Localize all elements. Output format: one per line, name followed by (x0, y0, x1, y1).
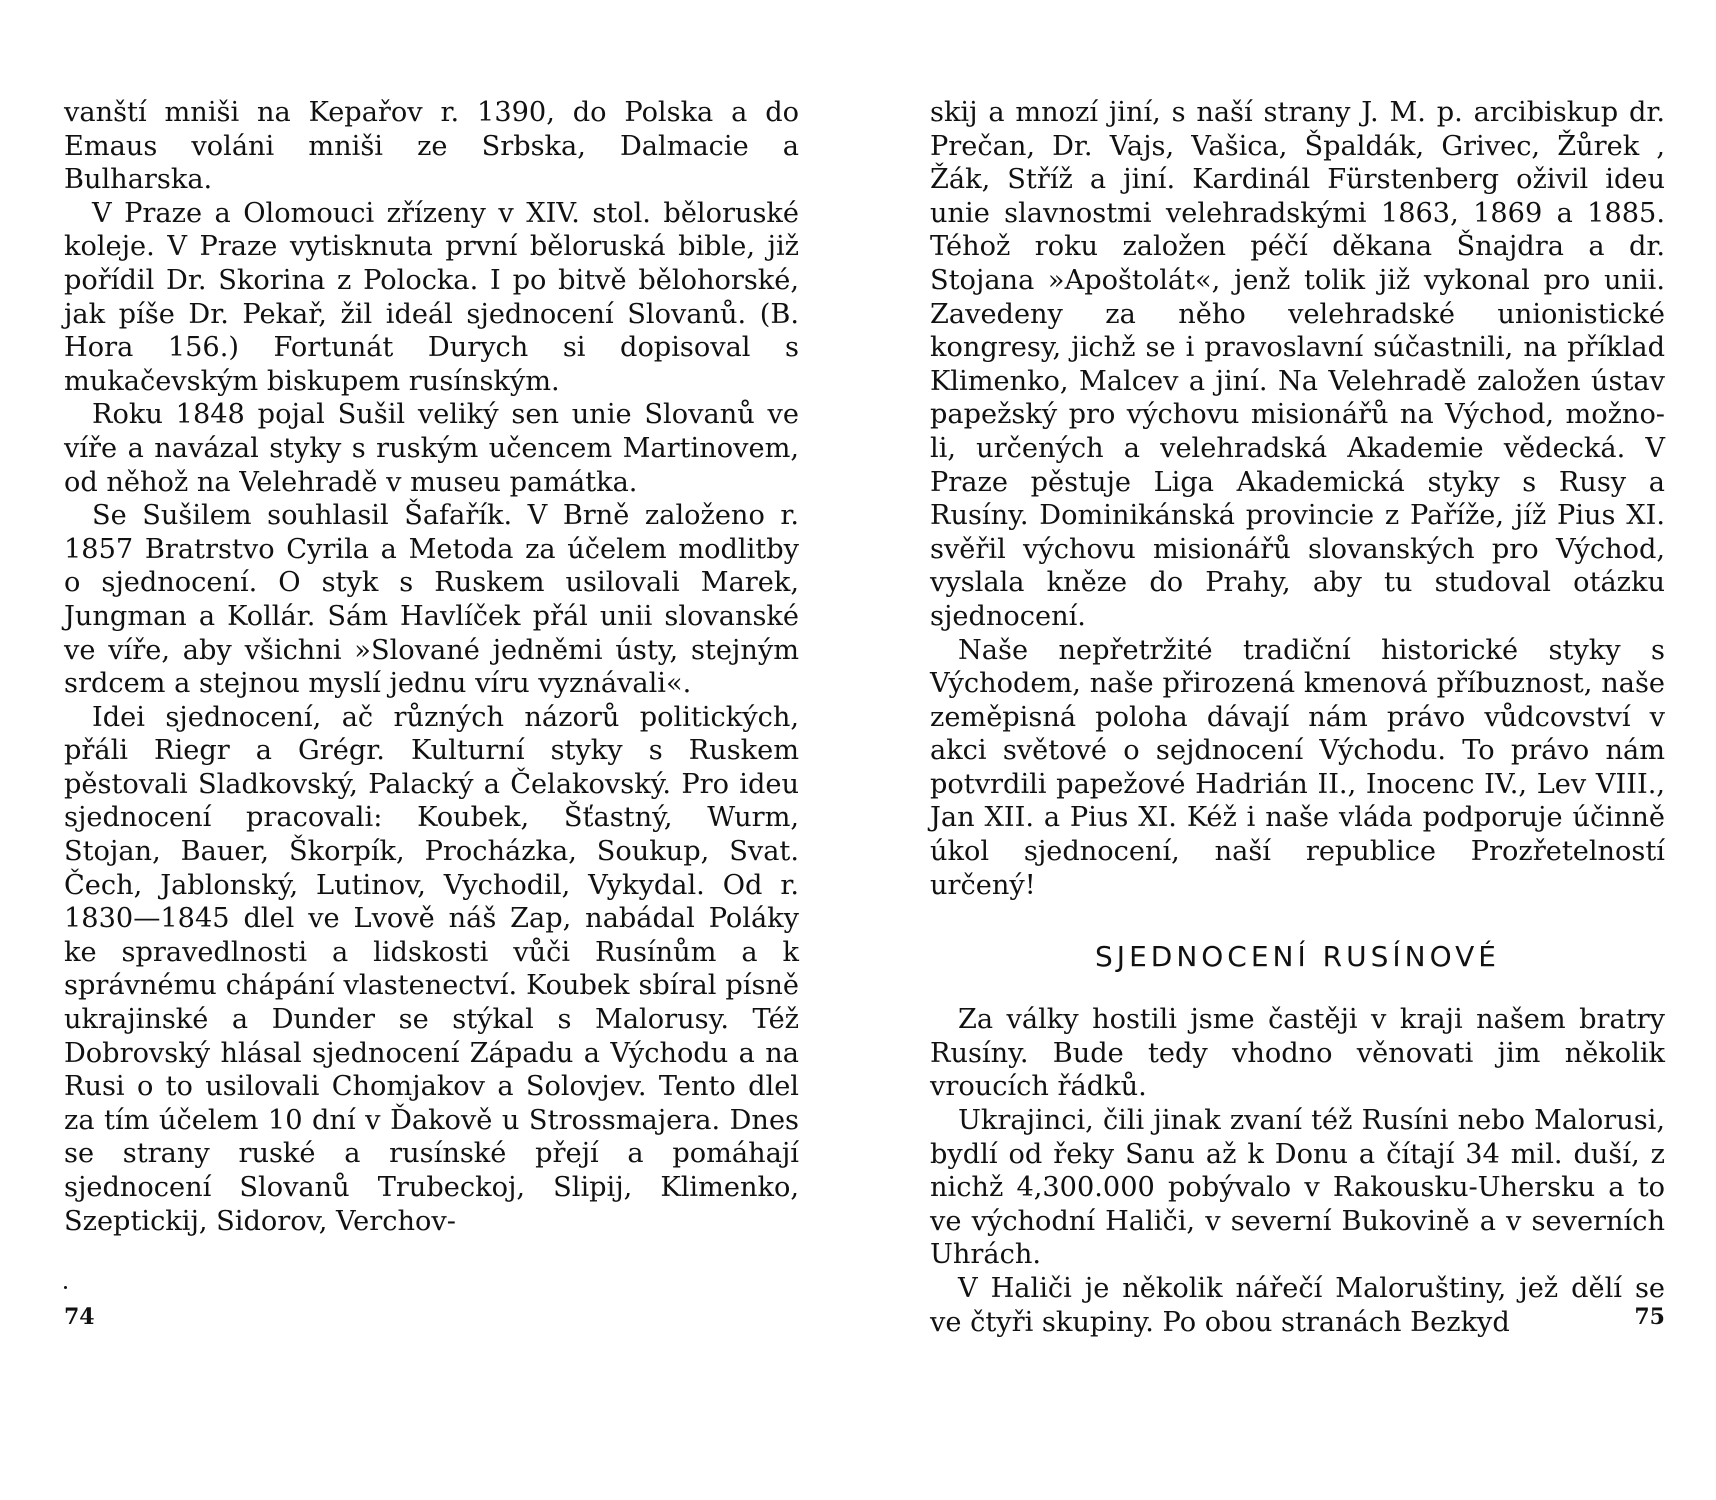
right-page-section-text (930, 1003, 1665, 1339)
paragraph: V Praze a Olomouci zřízeny v XIV. stol. běloruské koleje. V Praze vytisknuta první běloruská bible, již pořídil Dr. Skorina z Polocka. I po bitvě bělohorské, jak píše Dr. Pekař, žil ideál sjednocení Slovanů. (B. Hora 156.) Fortunát Durych si dopisoval s mukačevským biskupem rusínským. (64, 197, 799, 397)
page-number: 75 (1634, 1304, 1665, 1330)
left-page-text (64, 96, 799, 1238)
paragraph: Idei sjednocení, ač různých názorů politických, přáli Riegr a Grégr. Kulturní styky s Ruskem pěstovali Sladkovský, Palacký a Čelakovský. Pro ideu sjednocení pracovali: Koubek, Šťastný, Wurm, Stojan, Bauer, Škorpík, Procházka, Soukup, Svat. Čech, Jablonský, Lutinov, Vychodil, Vykydal. Od r. 1830—1845 dlel ve Lvově náš Zap, nabádal Poláky ke spravedlnosti a lidskosti vůči Rusínům a k správnému chápání vlastenectví. Koubek sbíral písně ukrajinské a Dunder se stýkal s Malorusy. Též Dobrovský hlásal sjednocení Západu a Východu a na Rusi o to usilovali Chomjakov a Solovjev. Tento dlel za tím účelem 10 dní v Ďakově u Strossmajera. Dnes se strany ruské a rusínské přejí a pomáhají sjednocení Slovanů Trubeckoj, Slipij, Klimenko, Szeptickij, Sidorov, Verchov- (64, 701, 799, 1237)
page-number: 74 (64, 1304, 95, 1330)
left-page (64, 96, 799, 1476)
right-page-text (930, 96, 1665, 902)
paragraph: Se Sušilem souhlasil Šafařík. V Brně založeno r. 1857 Bratrstvo Cyrila a Metoda za účelem modlitby o sjednocení. O styk s Ruskem usilovali Marek, Jungman a Kollár. Sám Havlíček přál unii slovanské ve víře, aby všichni »Slované jedněmi ústy, stejným srdcem a stejnou myslí jednu víru vyznávali«. (64, 500, 799, 700)
section-heading: SJEDNOCENÍ RUSÍNOVÉ (1095, 940, 1500, 974)
paragraph: vanští mniši na Kepařov r. 1390, do Polska a do Emaus voláni mniši ze Srbska, Dalmacie a Bulharska. (64, 97, 799, 196)
print-speck (64, 1286, 67, 1289)
paragraph: V Haliči je několik nářečí Maloruštiny, jež dělí se ve čtyři skupiny. Po obou stranách Bezkyd (930, 1273, 1665, 1338)
paragraph: Za války hostili jsme častěji v kraji našem bratry Rusíny. Bude tedy vhodno věnovati jim několik vroucích řádků. (930, 1004, 1665, 1103)
paragraph: Ukrajinci, čili jinak zvaní též Rusíni nebo Malorusi, bydlí od řeky Sanu až k Donu a čítají 34 mil. duší, z nichž 4,300.000 pobývalo v Rakousku-Uhersku a to ve východní Haliči, v severní Bukovině a v severních Uhrách. (930, 1105, 1665, 1271)
paragraph: skij a mnozí jiní, s naší strany J. M. p. arcibiskup dr. Prečan, Dr. Vajs, Vašica, Špaldák, Grivec, Žůrek , Žák, Stříž a jiní. Kardinál Fürstenberg oživil ideu unie slavnostmi velehradskými 1863, 1869 a 1885. Téhož roku založen péčí děkana Šnajdra a dr. Stojana »Apoštolát«, jenž tolik již vykonal pro unii. Zavedeny za něho velehradské unionistické kongresy, jichž se i pravoslavní súčastnili, na příklad Klimenko, Malcev a jiní. Na Velehradě založen ústav papežský pro výchovu misionářů na Východ, možno-li, určených a velehradská Akademie vědecká. V Praze pěstuje Liga Akademická styky s Rusy a Rusíny. Dominikánská provincie z Paříže, jíž Pius XI. svěřil výchovu misionářů slovanských pro Východ, vyslala kněze do Prahy, aby tu studoval otázku sjednocení. (930, 97, 1665, 632)
right-page (930, 96, 1665, 1476)
paragraph: Naše nepřetržité tradiční historické styky s Východem, naše přirozená kmenová příbuznost, naše zeměpisná poloha dávají nám právo vůdcovství v akci světové o sejdnocení Východu. To právo nám potvrdili papežové Hadrián II., Inocenc IV., Lev VIII., Jan XII. a Pius XI. Kéž i naše vláda podporuje účinně úkol sjednocení, naší republice Prozřetelností určený! (930, 634, 1665, 901)
paragraph: Roku 1848 pojal Sušil veliký sen unie Slovanů ve víře a navázal styky s ruským učencem Martinovem, od něhož na Velehradě v museu památka. (64, 399, 799, 498)
